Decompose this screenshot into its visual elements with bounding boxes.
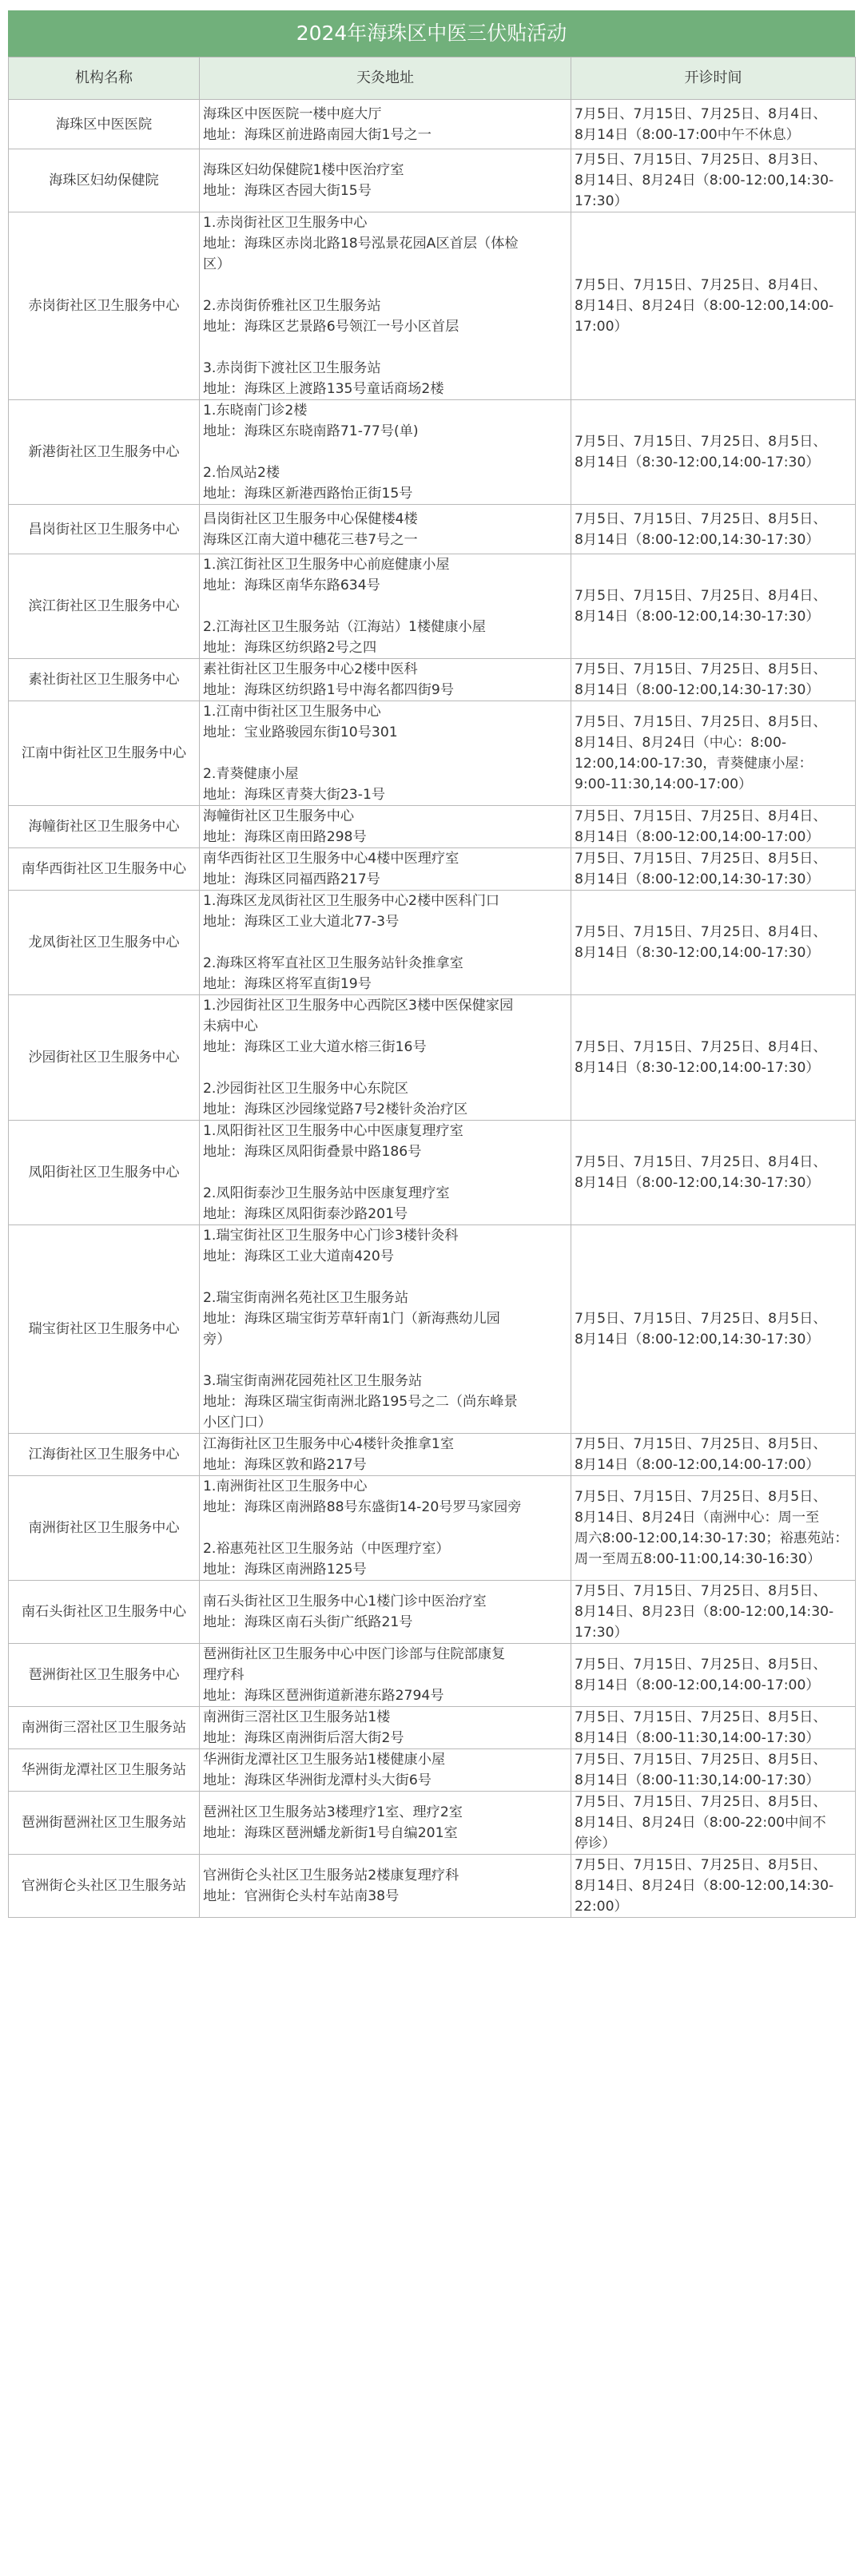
clinic-hours	[571, 554, 856, 659]
address-line: 地址：海珠区上渡路135号童话商场2楼	[203, 381, 444, 397]
hours-line: 9:00-11:30,14:00-17:00）	[575, 776, 753, 792]
hours-line: 7月5日、7月15日、7月25日、8月4日、	[575, 277, 827, 293]
institution-name: 沙园街社区卫生服务中心	[9, 995, 200, 1121]
hours-line: 8月14日（8:00-11:30,14:00-17:30）	[575, 1772, 820, 1788]
address-line: 地址：海珠区敦和路217号	[203, 1457, 367, 1473]
moxibustion-address	[200, 554, 571, 659]
clinic-hours	[571, 1434, 856, 1476]
address-line: 2.凤阳街泰沙卫生服务站中医康复理疗室	[203, 1185, 450, 1201]
moxibustion-address	[200, 1792, 571, 1855]
moxibustion-address	[200, 100, 571, 149]
address-line: 地址：海珠区青葵大街23-1号	[203, 787, 386, 803]
address-line: 地址：海珠区华洲街龙潭村头大街6号	[203, 1772, 432, 1788]
hours-line: 7月5日、7月15日、7月25日、8月5日、	[575, 714, 827, 730]
table-row	[9, 400, 856, 505]
table-row	[9, 100, 856, 149]
address-line: 地址：海珠区凤阳街叠景中路186号	[203, 1144, 422, 1160]
address-line: 地址：海珠区工业大道水榕三街16号	[203, 1039, 427, 1055]
address-line: 2.海珠区将军直社区卫生服务站针灸推拿室	[203, 955, 463, 971]
address-spacer	[203, 1058, 567, 1078]
address-line: 南洲街三滘社区卫生服务站1楼	[203, 1709, 391, 1725]
clinic-hours	[571, 212, 856, 400]
table-row	[9, 806, 856, 848]
hours-line: 8月14日（8:00-12:00,14:30-17:30）	[575, 871, 820, 887]
hours-line: 8月14日（8:00-12:00,14:30-17:30）	[575, 609, 820, 625]
address-spacer	[203, 596, 567, 617]
address-line: 地址：海珠区艺景路6号领江一号小区首层	[203, 319, 459, 335]
address-line: 地址：海珠区纺织路2号之四	[203, 640, 377, 656]
address-line: 海珠区江南大道中穗花三巷7号之一	[203, 531, 418, 548]
address-line: 1.海珠区龙凤街社区卫生服务中心2楼中医科门口	[203, 893, 500, 909]
table-row	[9, 1434, 856, 1476]
address-line: 海幢街社区卫生服务中心	[203, 808, 355, 824]
clinic-hours	[571, 701, 856, 806]
address-line: 2.怡凤站2楼	[203, 465, 280, 481]
hours-line: 7月5日、7月15日、7月25日、8月5日、	[575, 1489, 827, 1505]
clinic-hours	[571, 100, 856, 149]
moxibustion-address	[200, 701, 571, 806]
moxibustion-address	[200, 995, 571, 1121]
moxibustion-address	[200, 212, 571, 400]
table-row	[9, 701, 856, 806]
clinic-hours	[571, 848, 856, 891]
table-row	[9, 505, 856, 554]
address-spacer	[203, 1350, 567, 1371]
clinic-hours	[571, 1581, 856, 1644]
address-line: 2.裕惠苑社区卫生服务站（中医理疗室）	[203, 1541, 450, 1557]
table-row	[9, 1225, 856, 1434]
address-line: 地址：海珠区将军直街19号	[203, 976, 372, 992]
clinic-hours	[571, 995, 856, 1121]
institution-name: 南石头街社区卫生服务中心	[9, 1581, 200, 1644]
hours-line: 8月14日（8:30-12:00,14:00-17:30）	[575, 1060, 820, 1076]
address-line: 地址：宝业路骏园东街10号301	[203, 724, 398, 740]
hours-line: 17:00）	[575, 319, 628, 335]
address-line: 地址：海珠区瑞宝街芳草轩南1门（新海燕幼儿园	[203, 1311, 500, 1327]
hours-line: 8月14日（8:00-12:00,14:00-17:00）	[575, 1457, 820, 1473]
hours-line: 7月5日、7月15日、7月25日、8月5日、	[575, 1709, 827, 1725]
clinic-hours	[571, 806, 856, 848]
hours-line: 7月5日、7月15日、7月25日、8月5日、	[575, 1794, 827, 1810]
moxibustion-address	[200, 1855, 571, 1918]
table-row	[9, 1855, 856, 1918]
hours-line: 7月5日、7月15日、7月25日、8月5日、	[575, 1752, 827, 1768]
institution-name: 滨江街社区卫生服务中心	[9, 554, 200, 659]
institution-name: 素社街社区卫生服务中心	[9, 659, 200, 701]
institution-name: 海珠区中医医院	[9, 100, 200, 149]
address-spacer	[203, 275, 567, 296]
institution-name: 昌岗街社区卫生服务中心	[9, 505, 200, 554]
header-institution: 机构名称	[9, 58, 200, 100]
hours-line: 7月5日、7月15日、7月25日、8月4日、	[575, 924, 827, 940]
schedule-table	[8, 57, 856, 1918]
table-row	[9, 1581, 856, 1644]
moxibustion-address	[200, 505, 571, 554]
institution-name: 新港街社区卫生服务中心	[9, 400, 200, 505]
institution-name: 琶洲街琶洲社区卫生服务站	[9, 1792, 200, 1855]
address-line: 地址：海珠区南田路298号	[203, 829, 367, 845]
table-row	[9, 1749, 856, 1792]
institution-name: 南洲街社区卫生服务中心	[9, 1476, 200, 1581]
hours-line: 8月14日、8月24日（中心：8:00-	[575, 735, 787, 751]
address-line: 地址：海珠区南石头街广纸路21号	[203, 1614, 413, 1630]
address-line: 南石头街社区卫生服务中心1楼门诊中医治疗室	[203, 1594, 487, 1610]
hours-line: 8月14日、8月23日（8:00-12:00,14:30-	[575, 1604, 834, 1620]
address-line: 地址：海珠区同福西路217号	[203, 871, 380, 887]
hours-line: 7月5日、7月15日、7月25日、8月4日、	[575, 808, 827, 824]
address-line: 2.江海社区卫生服务站（江海站）1楼健康小屋	[203, 619, 486, 635]
address-line: 地址：海珠区凤阳街泰沙路201号	[203, 1206, 408, 1222]
hours-line: 7月5日、7月15日、7月25日、8月4日、	[575, 105, 827, 122]
address-line: 地址：海珠区南洲路125号	[203, 1562, 367, 1578]
moxibustion-address	[200, 848, 571, 891]
clinic-hours	[571, 400, 856, 505]
moxibustion-address	[200, 1644, 571, 1707]
address-line: 1.赤岗街社区卫生服务中心	[203, 215, 368, 231]
hours-line: 8月14日（8:30-12:00,14:00-17:30）	[575, 454, 820, 470]
address-spacer	[203, 932, 567, 953]
table-row	[9, 1476, 856, 1581]
hours-line: 12:00,14:00-17:30，青葵健康小屋：	[575, 756, 813, 772]
clinic-hours	[571, 149, 856, 212]
address-line: 地址：海珠区沙园缘觉路7号2楼针灸治疗区	[203, 1101, 468, 1117]
address-line: 2.赤岗街侨雅社区卫生服务站	[203, 298, 381, 314]
address-spacer	[203, 1267, 567, 1288]
clinic-hours	[571, 1121, 856, 1225]
institution-name: 海珠区妇幼保健院	[9, 149, 200, 212]
hours-line: 8月14日（8:00-11:30,14:00-17:30）	[575, 1730, 820, 1746]
hours-line: 7月5日、7月15日、7月25日、8月5日、	[575, 510, 827, 527]
clinic-hours	[571, 1749, 856, 1792]
clinic-hours	[571, 1792, 856, 1855]
moxibustion-address	[200, 149, 571, 212]
institution-name: 瑞宝街社区卫生服务中心	[9, 1225, 200, 1434]
hours-line: 8月14日（8:00-12:00,14:30-17:30）	[575, 682, 820, 698]
hours-line: 8月14日、8月24日（8:00-12:00,14:00-	[575, 298, 834, 314]
institution-name: 江海街社区卫生服务中心	[9, 1434, 200, 1476]
hours-line: 7月5日、7月15日、7月25日、8月5日、	[575, 1436, 827, 1452]
table-row	[9, 554, 856, 659]
clinic-hours	[571, 1707, 856, 1749]
moxibustion-address	[200, 1476, 571, 1581]
hours-line: 8月14日（8:00-12:00,14:30-17:30）	[575, 1332, 820, 1348]
hours-line: 7月5日、7月15日、7月25日、8月5日、	[575, 1583, 827, 1599]
address-line: 地址：海珠区南洲街后滘大街2号	[203, 1730, 404, 1746]
address-spacer	[203, 1518, 567, 1538]
hours-line: 8月14日、8月24日（8:00-12:00,14:30-	[575, 1878, 834, 1894]
address-line: 2.青葵健康小屋	[203, 766, 299, 782]
moxibustion-address	[200, 806, 571, 848]
hours-line: 8月14日（8:00-12:00,14:00-17:00）	[575, 1677, 820, 1693]
hours-line: 7月5日、7月15日、7月25日、8月4日、	[575, 1154, 827, 1170]
table-row	[9, 1707, 856, 1749]
hours-line: 周一至周五8:00-11:00,14:30-16:30）	[575, 1551, 821, 1567]
address-line: 地址：官洲街仑头村车站南38号	[203, 1888, 400, 1904]
address-line: 地址：海珠区纺织路1号中海名都四街9号	[203, 682, 455, 698]
address-line: 1.江南中街社区卫生服务中心	[203, 704, 381, 720]
header-hours: 开诊时间	[571, 58, 856, 100]
table-row	[9, 212, 856, 400]
hours-line: 停诊）	[575, 1836, 616, 1852]
address-line: 官洲街仑头社区卫生服务站2楼康复理疗科	[203, 1868, 459, 1883]
address-spacer	[203, 337, 567, 358]
table-row	[9, 848, 856, 891]
table-row	[9, 1121, 856, 1225]
address-line: 地址：海珠区南华东路634号	[203, 578, 380, 593]
clinic-hours	[571, 1644, 856, 1707]
address-line: 小区门口）	[203, 1415, 272, 1431]
moxibustion-address	[200, 1434, 571, 1476]
hours-line: 7月5日、7月15日、7月25日、8月5日、	[575, 1311, 827, 1327]
clinic-hours	[571, 1225, 856, 1434]
address-line: 2.沙园街社区卫生服务中心东院区	[203, 1081, 409, 1097]
moxibustion-address	[200, 1749, 571, 1792]
clinic-hours	[571, 659, 856, 701]
hours-line: 7月5日、7月15日、7月25日、8月5日、	[575, 851, 827, 867]
table-row	[9, 995, 856, 1121]
hours-line: 8月14日（8:00-17:00中午不休息）	[575, 126, 800, 143]
table-row	[9, 149, 856, 212]
address-line: 地址：海珠区瑞宝街南洲北路195号之二（尚东峰景	[203, 1394, 518, 1410]
address-line: 地址：海珠区琶洲街道新港东路2794号	[203, 1688, 444, 1704]
address-spacer	[203, 1162, 567, 1183]
address-line: 海珠区妇幼保健院1楼中医治疗室	[203, 162, 404, 178]
hours-line: 17:30）	[575, 1625, 628, 1641]
address-line: 旁）	[203, 1332, 231, 1348]
hours-line: 8月14日（8:00-12:00,14:30-17:30）	[575, 1175, 820, 1191]
address-line: 江海街社区卫生服务中心4楼针灸推拿1室	[203, 1436, 455, 1452]
address-spacer	[203, 442, 567, 462]
address-line: 地址：海珠区工业大道南420号	[203, 1248, 395, 1264]
address-line: 1.滨江街社区卫生服务中心前庭健康小屋	[203, 557, 450, 573]
table-row	[9, 891, 856, 995]
institution-name: 龙凤街社区卫生服务中心	[9, 891, 200, 995]
address-line: 昌岗街社区卫生服务中心保健楼4楼	[203, 510, 418, 527]
hours-line: 8月14日（8:00-12:00,14:30-17:30）	[575, 531, 820, 548]
moxibustion-address	[200, 891, 571, 995]
address-line: 1.南洲街社区卫生服务中心	[203, 1479, 368, 1494]
hours-line: 7月5日、7月15日、7月25日、8月5日、	[575, 661, 827, 677]
address-line: 1.瑞宝街社区卫生服务中心门诊3楼针灸科	[203, 1228, 459, 1244]
address-line: 1.凤阳街社区卫生服务中心中医康复理疗室	[203, 1123, 463, 1139]
address-line: 2.瑞宝街南洲名苑社区卫生服务站	[203, 1290, 409, 1306]
moxibustion-address	[200, 1121, 571, 1225]
institution-name: 官洲街仑头社区卫生服务站	[9, 1855, 200, 1918]
hours-line: 7月5日、7月15日、7月25日、8月3日、	[575, 152, 827, 168]
institution-name: 南洲街三滘社区卫生服务站	[9, 1707, 200, 1749]
moxibustion-address	[200, 1581, 571, 1644]
institution-name: 华洲街龙潭社区卫生服务站	[9, 1749, 200, 1792]
institution-name: 海幢街社区卫生服务中心	[9, 806, 200, 848]
clinic-hours	[571, 1476, 856, 1581]
address-line: 区）	[203, 256, 231, 272]
table-header-row	[9, 58, 856, 100]
hours-line: 7月5日、7月15日、7月25日、8月4日、	[575, 1039, 827, 1055]
address-line: 琶洲街社区卫生服务中心中医门诊部与住院部康复	[203, 1646, 506, 1662]
hours-line: 7月5日、7月15日、7月25日、8月4日、	[575, 588, 827, 604]
institution-name: 南华西街社区卫生服务中心	[9, 848, 200, 891]
address-line: 地址：海珠区琶洲蟠龙新街1号自编201室	[203, 1825, 458, 1841]
clinic-hours	[571, 1855, 856, 1918]
address-line: 理疗科	[203, 1667, 245, 1683]
hours-line: 22:00）	[575, 1899, 628, 1915]
hours-line: 7月5日、7月15日、7月25日、8月5日、	[575, 1657, 827, 1673]
address-line: 地址：海珠区赤岗北路18号泓景花园A区首层（体检	[203, 236, 519, 252]
address-line: 1.东晓南门诊2楼	[203, 403, 308, 419]
hours-line: 8月14日、8月24日（南洲中心：周一至	[575, 1510, 820, 1526]
hours-line: 8月14日、8月24日（8:00-22:00中间不	[575, 1815, 826, 1831]
table-row	[9, 659, 856, 701]
moxibustion-address	[200, 1707, 571, 1749]
hours-line: 8月14日（8:30-12:00,14:00-17:30）	[575, 945, 820, 961]
address-line: 素社街社区卫生服务中心2楼中医科	[203, 661, 418, 677]
institution-name: 琶洲街社区卫生服务中心	[9, 1644, 200, 1707]
address-spacer	[203, 743, 567, 764]
address-line: 地址：海珠区前进路南园大街1号之一	[203, 126, 432, 143]
page-title: 2024年海珠区中医三伏贴活动	[8, 10, 855, 57]
address-line: 地址：海珠区工业大道北77-3号	[203, 914, 400, 930]
hours-line: 7月5日、7月15日、7月25日、8月5日、	[575, 1857, 827, 1873]
table-row	[9, 1644, 856, 1707]
address-line: 地址：海珠区东晓南路71-77号(单)	[203, 423, 419, 439]
hours-line: 8月14日、8月24日（8:00-12:00,14:30-	[575, 173, 834, 189]
institution-name: 凤阳街社区卫生服务中心	[9, 1121, 200, 1225]
address-line: 1.沙园街社区卫生服务中心西院区3楼中医保健家园	[203, 998, 514, 1014]
moxibustion-address	[200, 400, 571, 505]
address-line: 南华西街社区卫生服务中心4楼中医理疗室	[203, 851, 459, 867]
address-line: 海珠区中医医院一楼中庭大厅	[203, 105, 382, 122]
address-line: 地址：海珠区新港西路怡正街15号	[203, 486, 413, 502]
hours-line: 7月5日、7月15日、7月25日、8月5日、	[575, 434, 827, 450]
address-line: 华洲街龙潭社区卫生服务站1楼健康小屋	[203, 1752, 446, 1768]
moxibustion-address	[200, 659, 571, 701]
hours-line: 17:30）	[575, 193, 628, 209]
address-line: 地址：海珠区杏园大街15号	[203, 183, 372, 199]
clinic-hours	[571, 505, 856, 554]
table-row	[9, 1792, 856, 1855]
address-line: 3.赤岗街下渡社区卫生服务站	[203, 360, 381, 376]
hours-line: 8月14日（8:00-12:00,14:00-17:00）	[575, 829, 820, 845]
address-line: 未病中心	[203, 1018, 258, 1034]
moxibustion-address	[200, 1225, 571, 1434]
address-line: 3.瑞宝街南洲花园苑社区卫生服务站	[203, 1373, 423, 1389]
institution-name: 赤岗街社区卫生服务中心	[9, 212, 200, 400]
header-address: 天灸地址	[200, 58, 571, 100]
address-line: 地址：海珠区南洲路88号东盛街14-20号罗马家园旁	[203, 1499, 522, 1515]
clinic-hours	[571, 891, 856, 995]
table-body	[9, 100, 856, 1918]
address-line: 琶洲社区卫生服务站3楼理疗1室、理疗2室	[203, 1804, 463, 1820]
hours-line: 周六8:00-12:00,14:30-17:30；裕惠苑站：	[575, 1530, 849, 1546]
institution-name: 江南中街社区卫生服务中心	[9, 701, 200, 806]
